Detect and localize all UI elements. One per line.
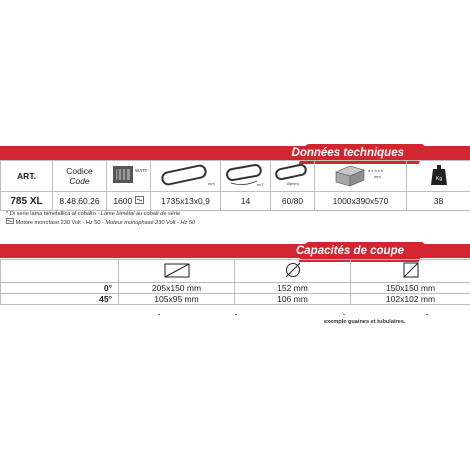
code-label: Code: [69, 176, 90, 186]
vise-unit: Ø(mm): [286, 182, 299, 186]
vise-value: 60/80: [271, 192, 315, 211]
blade-unit: mm: [207, 181, 215, 186]
cut-angle: 0°: [1, 283, 119, 294]
vise-icon: [273, 163, 313, 187]
cut-row: [1, 283, 470, 294]
dims-header: [315, 161, 407, 192]
dims-unit: mm: [373, 174, 381, 179]
note-motor-it: Motore monofase 230 Volt - Hz 50 -: [15, 220, 106, 226]
cut-table: [0, 259, 470, 305]
speed-value: 14: [221, 192, 271, 211]
note-motor: [6, 218, 195, 227]
speed-header: [221, 161, 271, 192]
tech-notes: [6, 210, 195, 227]
stray-mark: [158, 314, 160, 315]
round-section-icon: [283, 260, 303, 280]
cut-rect: 205x150 mm: [119, 283, 235, 294]
cut-icon-row: [1, 260, 470, 283]
weight-icon: [427, 163, 451, 187]
tech-title: Données techniques: [291, 147, 404, 159]
stray-mark: [426, 314, 428, 315]
stray-mark: [343, 314, 345, 315]
dims-value: 1000x390x570: [315, 192, 407, 211]
square-section-icon: [401, 260, 421, 280]
art-value: 785 XL: [1, 192, 53, 211]
round-header: [235, 260, 351, 283]
cut-angle-header: [1, 260, 119, 283]
tech-header-bar: [0, 146, 470, 160]
cut-square: 102x102 mm: [351, 294, 470, 305]
cut-rect: 105x95 mm: [119, 294, 235, 305]
blade-speed-icon: [223, 163, 269, 187]
single-phase-icon: [135, 196, 144, 204]
watt-header: [107, 161, 151, 192]
cut-title: Capacités de coupe: [295, 245, 404, 257]
cut-header-bar: [0, 244, 470, 258]
stray-mark: [235, 314, 237, 315]
dims-formula: a x b x h: [367, 168, 383, 173]
art-header: ART.: [1, 161, 53, 192]
codice-label: Codice: [66, 166, 93, 176]
note-blade: [6, 210, 195, 218]
note-motor-fr: Moteur monophasé 230 Volt - Hz 50: [105, 220, 196, 226]
cut-row: [1, 294, 470, 305]
rectangle-section-icon: [162, 261, 192, 279]
watt-number: 1600: [113, 196, 133, 206]
blade-header: [151, 161, 221, 192]
blade-icon: [156, 163, 216, 187]
note-blade-fr: Lame bimétal au cobalt de série: [100, 211, 181, 217]
single-phase-icon: [6, 218, 14, 224]
note-blade-it: * Di serie lama bimetallica al cobalto -: [6, 211, 101, 217]
cut-footnote: exemple guaines et tubulaires.: [324, 319, 406, 325]
cut-round: 106 mm: [235, 294, 351, 305]
tech-table: [0, 160, 470, 211]
weight-value: 38: [407, 192, 470, 211]
motor-icon: [111, 163, 147, 187]
square-header: [351, 260, 470, 283]
rect-header: [119, 260, 235, 283]
cut-round: 152 mm: [235, 283, 351, 294]
cut-angle: 45°: [1, 294, 119, 305]
cut-square: 150x150 mm: [351, 283, 470, 294]
tech-value-row: [1, 192, 470, 211]
blade-value: 1735x13x0,9: [151, 192, 221, 211]
vise-header: [271, 161, 315, 192]
watt-value: [107, 192, 151, 211]
watt-label: WATT: [134, 168, 147, 173]
weight-header: [407, 161, 470, 192]
weight-unit: Kg: [435, 176, 442, 182]
box-dimensions-icon: [326, 162, 396, 188]
tech-header-row: [1, 161, 470, 192]
code-header: [53, 161, 107, 192]
code-value: 8.48.60.26: [53, 192, 107, 211]
speed-unit: m/1': [256, 183, 264, 187]
